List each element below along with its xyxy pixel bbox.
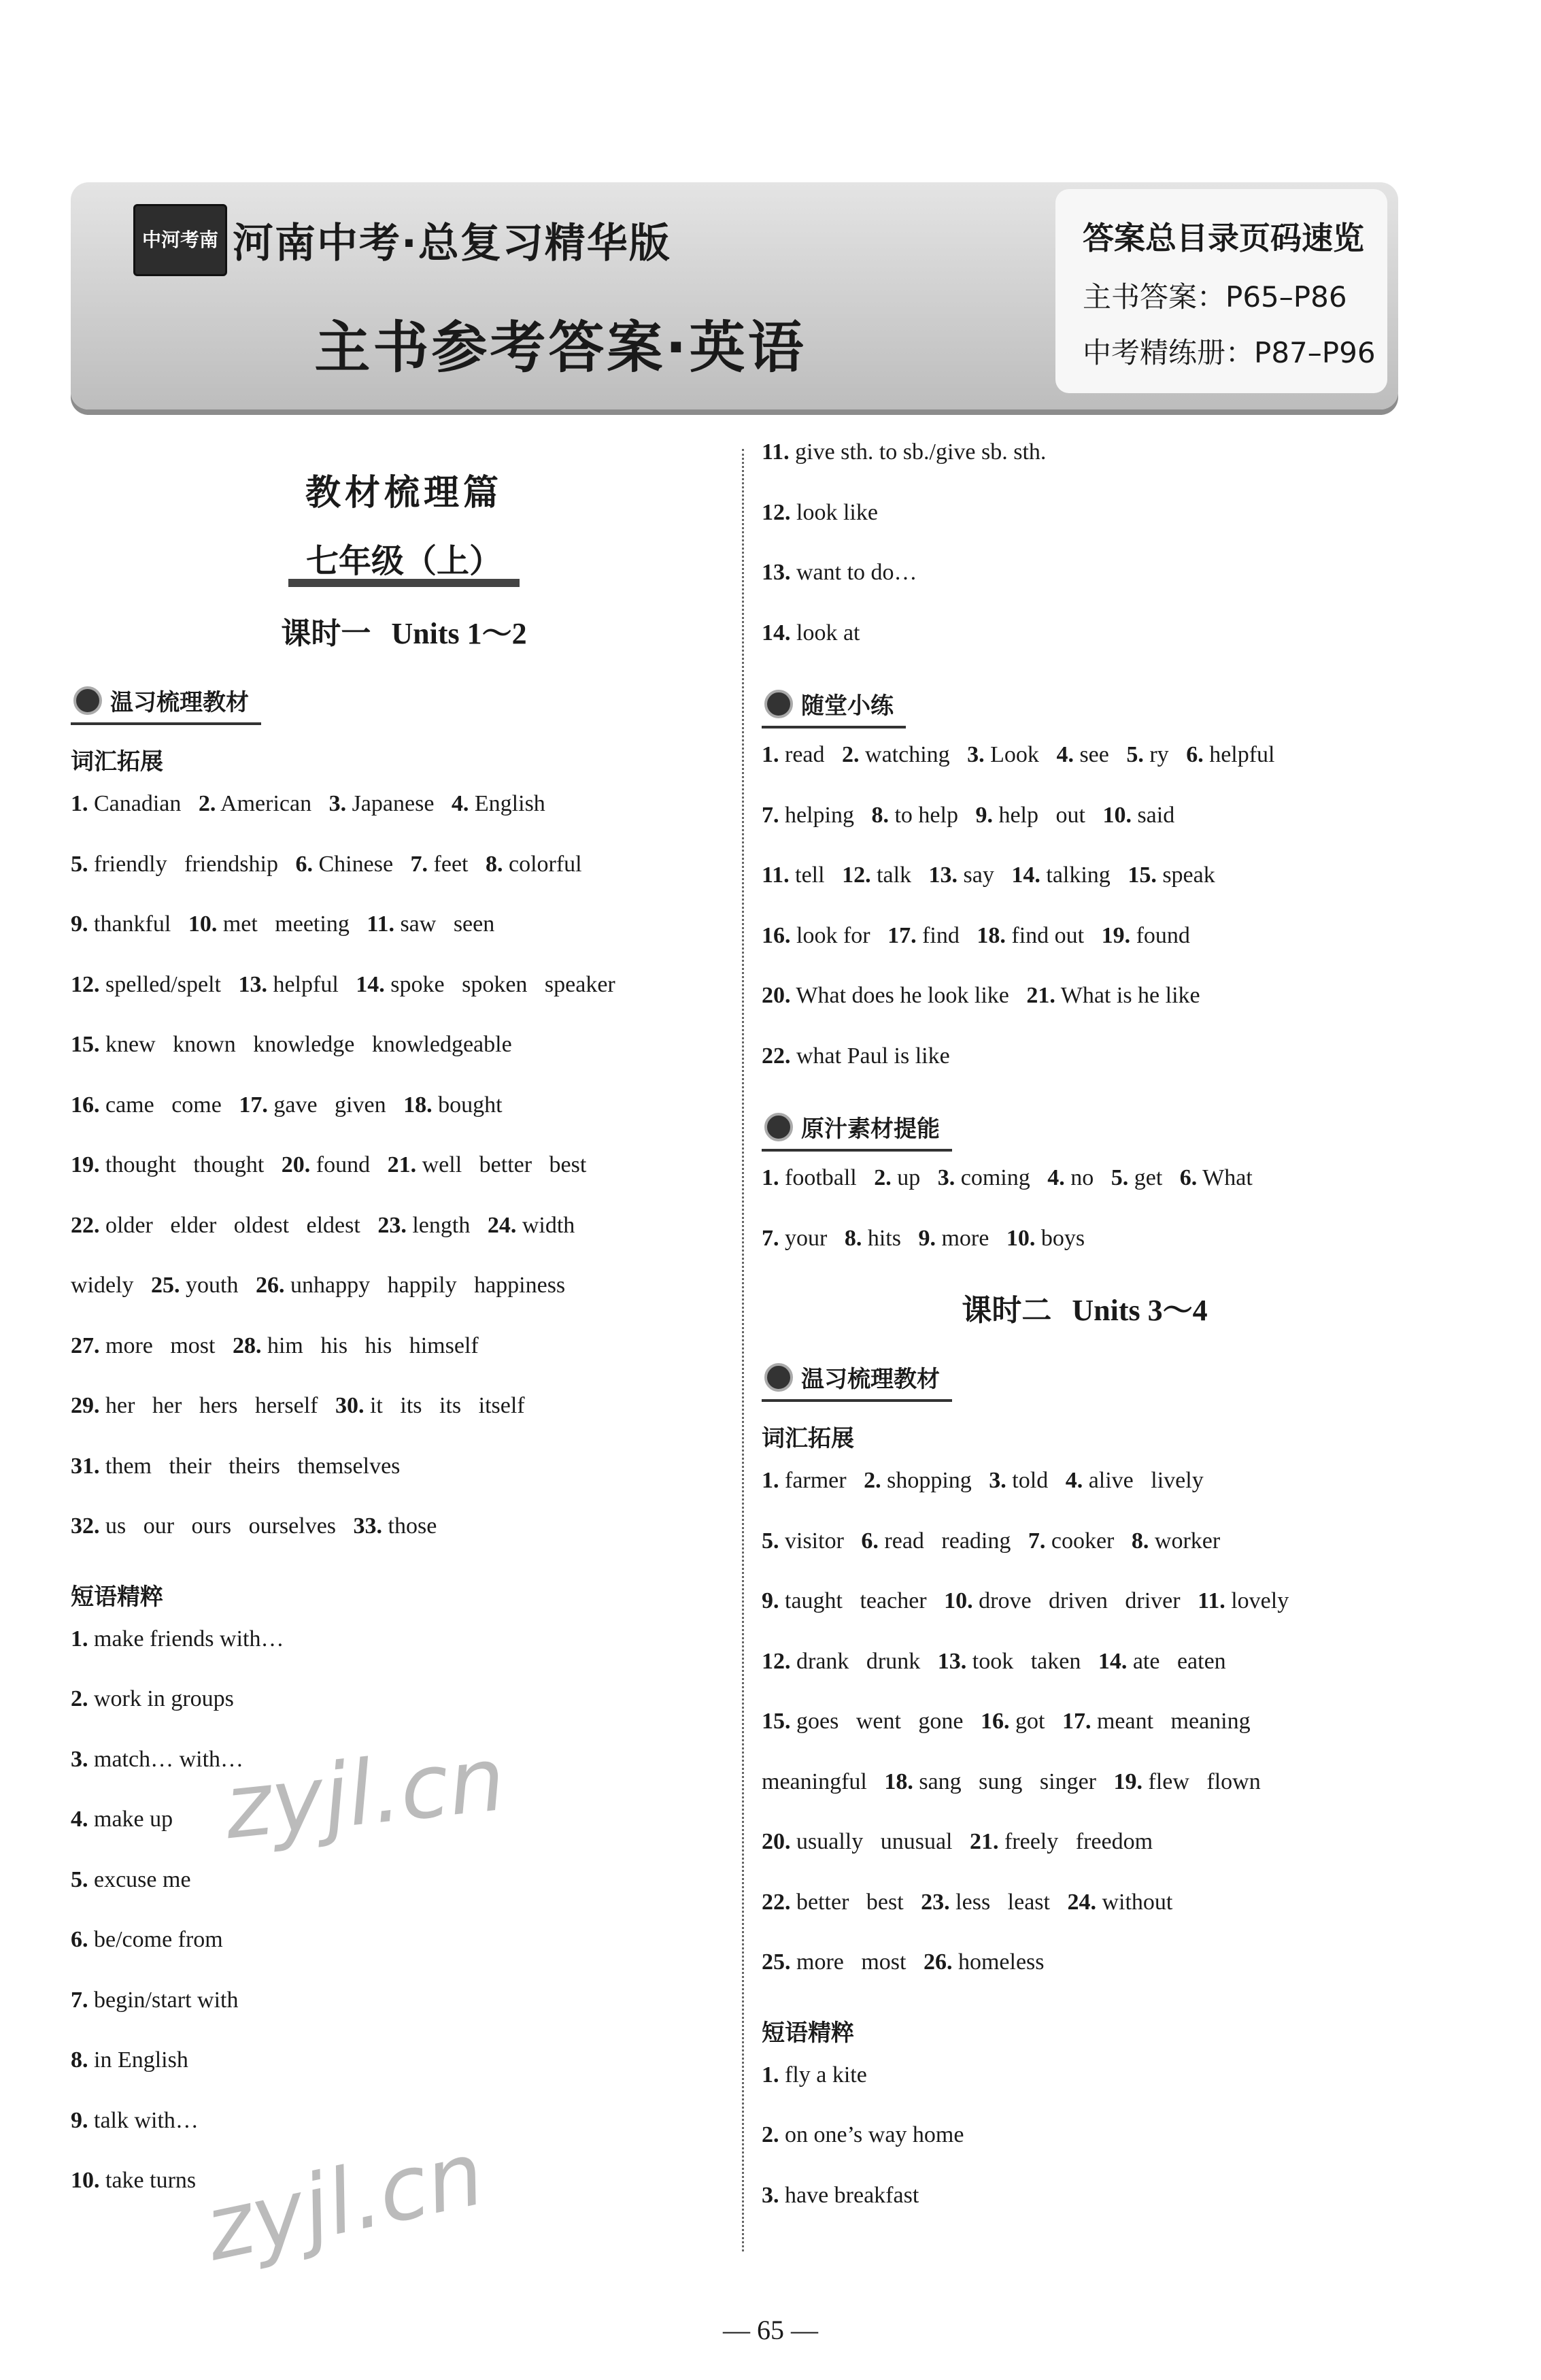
publisher-logo	[133, 204, 227, 276]
bullet-icon	[764, 1113, 793, 1141]
answer-line: 9. thankful 10. met meeting 11. saw seen	[71, 911, 495, 937]
answer-line: 1. football 2. up 3. coming 4. no 5. get 6. What	[762, 1165, 1253, 1190]
answer-line: 8. in English	[71, 2047, 188, 2073]
answer-line: 3. match… with…	[71, 1746, 244, 1772]
subsection-title: 词汇拓展	[762, 1425, 854, 1452]
answer-line: 13. want to do…	[762, 560, 917, 585]
grade-label: 七年级（上）	[288, 543, 520, 587]
answer-line: 16. came come 17. gave given 18. bought	[71, 1092, 503, 1118]
phrase-list	[762, 2062, 1408, 2243]
answer-line: 32. us our ours ourselves 33. those	[71, 1513, 437, 1539]
answer-line: 31. them their theirs themselves	[71, 1453, 401, 1479]
bullet-icon	[764, 1363, 793, 1392]
vocab-list	[71, 791, 737, 1574]
section-tag	[762, 1107, 952, 1152]
answer-line: 1. read 2. watching 3. Look 4. see 5. ry 6. helpful	[762, 742, 1275, 767]
answer-line: 9. taught teacher 10. drove driven driver 11. lovely	[762, 1588, 1289, 1613]
answer-line: 27. more most 28. him his his himself	[71, 1333, 479, 1358]
section-tag	[762, 1358, 952, 1402]
column-divider	[742, 449, 744, 2251]
vocab-list	[762, 1468, 1408, 2010]
answer-line: 1. fly a kite	[762, 2062, 867, 2088]
answer-line: 1. farmer 2. shopping 3. told 4. alive lively	[762, 1468, 1204, 1493]
answer-line: 15. knew known knowledge knowledgeable	[71, 1032, 512, 1057]
practice-list	[762, 742, 1408, 1103]
answer-line: 7. your 8. hits 9. more 10. boys	[762, 1225, 1085, 1251]
left-column	[71, 439, 737, 2228]
answer-line: 9. talk with…	[71, 2107, 199, 2133]
header-banner	[71, 182, 1398, 409]
index-line: 主书答案：P65–P86	[1083, 280, 1347, 314]
logo-char: 河	[160, 229, 180, 251]
answer-line: 6. be/come from	[71, 1927, 223, 1952]
answer-line: 19. thought thought 20. found 21. well better best	[71, 1152, 587, 1177]
lesson-number: 课时二	[962, 1293, 1052, 1328]
answer-line: 1. Canadian 2. American 3. Japanese 4. English	[71, 791, 545, 816]
answer-line: 12. drank drunk 13. took taken 14. ate eaten	[762, 1648, 1226, 1674]
answer-line: 25. more most 26. homeless	[762, 1949, 1045, 1975]
page-number: — 65 —	[723, 2315, 818, 2345]
watermark: zyjl.cn	[196, 2121, 492, 2281]
tag-label: 随堂小练	[801, 692, 894, 720]
lesson-units: Units 3～4	[1072, 1294, 1208, 1327]
section-tag	[71, 681, 261, 725]
answer-line: 16. look for 17. find 18. find out 19. found	[762, 922, 1190, 948]
material-list	[762, 1165, 1408, 1286]
answer-line: 7. begin/start with	[71, 1987, 239, 2013]
bullet-icon	[764, 690, 793, 718]
logo-char: 南	[199, 229, 219, 251]
logo-char: 中	[141, 229, 161, 251]
answer-line: meaningful 18. sang sung singer 19. flew flown	[762, 1769, 1261, 1794]
answer-line: 22. what Paul is like	[762, 1043, 950, 1069]
answer-line: 7. helping 8. to help 9. help out 10. said	[762, 802, 1175, 828]
tag-label: 温习梳理教材	[110, 689, 249, 716]
answer-line: widely 25. youth 26. unhappy happily happiness	[71, 1273, 566, 1298]
subsection-title: 短语精粹	[71, 1583, 163, 1611]
index-line: 中考精练册：P87–P96	[1083, 336, 1376, 369]
lesson-heading	[71, 609, 737, 652]
section-heading: 教材梳理篇	[305, 472, 503, 514]
answer-line: 11. give sth. to sb./give sb. sth.	[762, 439, 1047, 465]
answer-line: 5. friendly friendship 6. Chinese 7. feet 8. colorful	[71, 851, 582, 877]
series-title: 河南中考·总复习精华版	[233, 220, 671, 267]
answer-line: 5. excuse me	[71, 1866, 191, 1892]
answer-line: 5. visitor 6. read reading 7. cooker 8. worker	[762, 1528, 1221, 1554]
tag-label: 原汁素材提能	[801, 1116, 940, 1143]
answer-line: 20. What does he look like 21. What is he like	[762, 983, 1200, 1008]
answer-line: 15. goes went gone 16. got 17. meant meaning	[762, 1709, 1251, 1734]
watermark: zyjl.cn	[220, 1726, 510, 1860]
answer-line: 20. usually unusual 21. freely freedom	[762, 1829, 1153, 1854]
tag-label: 温习梳理教材	[801, 1366, 940, 1393]
lesson-units: Units 1～2	[391, 617, 527, 650]
lesson-heading	[762, 1286, 1408, 1329]
answer-line: 3. have breakfast	[762, 2182, 919, 2208]
answer-line: 2. work in groups	[71, 1686, 234, 1711]
phrase-list	[762, 439, 1408, 680]
grade-heading	[71, 542, 737, 587]
book-title: 主书参考答案·英语	[314, 316, 807, 380]
logo-char: 考	[180, 229, 200, 251]
bullet-icon	[73, 686, 102, 715]
answer-line: 12. spelled/spelt 13. helpful 14. spoke spoken speaker	[71, 971, 615, 997]
subsection-title: 词汇拓展	[71, 748, 163, 775]
answer-line: 22. older elder oldest eldest 23. length 24. width	[71, 1212, 575, 1238]
right-column	[762, 439, 1408, 2243]
answer-line: 29. her her hers herself 30. it its its itself	[71, 1393, 525, 1418]
answer-line: 12. look like	[762, 499, 878, 525]
answer-line: 22. better best 23. less least 24. without	[762, 1889, 1173, 1915]
answer-line: 4. make up	[71, 1807, 173, 1832]
page-index-box	[1055, 189, 1387, 393]
answer-line: 14. look at	[762, 620, 860, 646]
answer-line: 11. tell 12. talk 13. say 14. talking 15. speak	[762, 862, 1215, 888]
subsection-title: 短语精粹	[762, 2019, 854, 2047]
answer-line: 1. make friends with…	[71, 1626, 284, 1652]
answer-line: 10. take turns	[71, 2168, 197, 2193]
section-tag	[762, 684, 906, 728]
index-title: 答案总目录页码速览	[1083, 220, 1364, 256]
answer-line: 2. on one’s way home	[762, 2122, 964, 2147]
lesson-number: 课时一	[281, 616, 371, 651]
